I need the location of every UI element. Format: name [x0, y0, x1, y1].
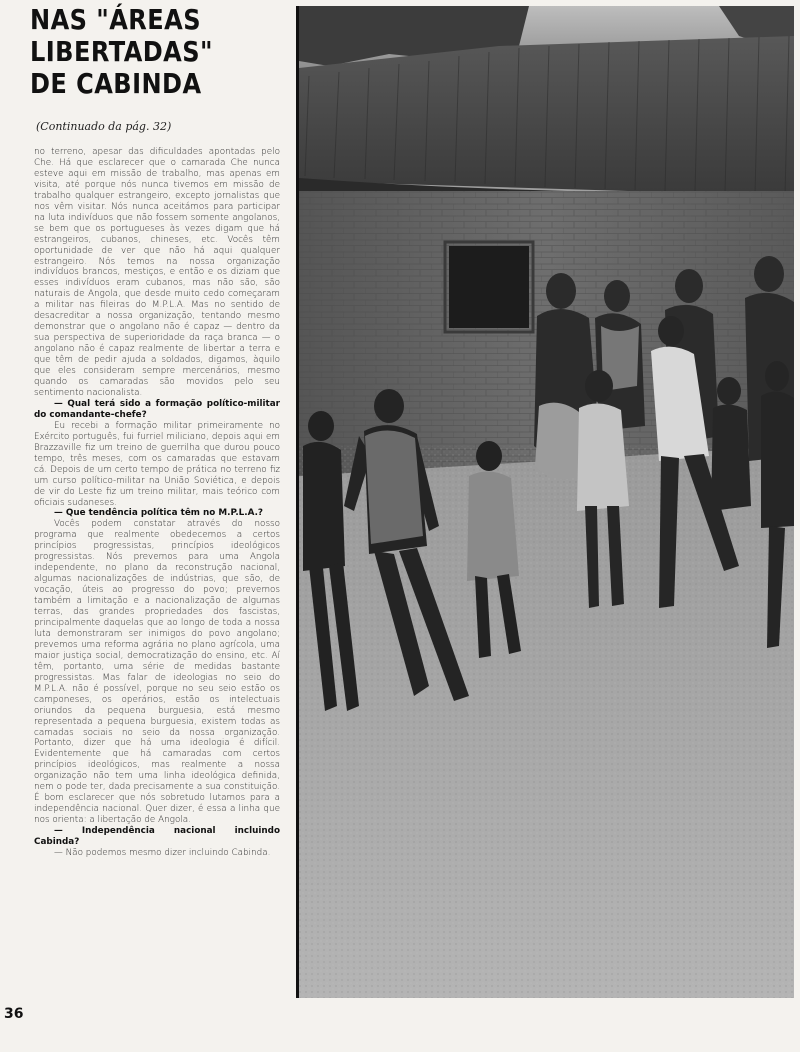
interview-question: — Que tendência política têm no M.P.L.A.? — [54, 508, 264, 519]
article-body-column — [34, 147, 280, 997]
article-headline — [30, 4, 254, 100]
village-photograph — [299, 6, 794, 998]
body-paragraph: Vocês podem constatar através do nosso programa que realmente obedecemos a certos princípios progressistas, princípios ideológicos progressistas. Nós prevemos para uma Angola independente, no plano da reconstrução nacional, algumas nacionalizações de indústrias, que são, de vocação, úteis ao progresso do povo; prevemos também a limitação e a nacionalização de algumas terras, das grandes propriedades dos fascistas, principalmente daquelas que ao longo de toda a nossa luta demonstraram ser inimigos do povo angolano; prevemos uma reforma agrária no plano agrícola, uma maior justiça social, democratização do ensino, etc. Aí têm, portanto, uma série de medidas bastante progressistas. Mas falar de ideologias no seio do M.P.L.A. não é possível, porque no seu seio estão os camponeses, os operários, estão os intelectuais oriundos da pequena burguesia, está mesmo representada a pequena burguesia, existem todas as camadas sociais no seio da nossa organização. Portanto, dizer que há uma ideologia é difícil. Evidentemente que há camaradas com certos princípios ideológicos, mas realmente a nossa organização não tem uma linha ideológica definida, nem o pode ter, dada precisamente a sua constituição. É bom esclarecer que nós sobretudo lutamos para a independência nacional. Quer dizer, é essa a linha que nos orienta: a libertação de Angola. — [34, 519, 280, 826]
interview-question: — Qual terá sido a formação político-militar do comandante-chefe? — [34, 398, 280, 420]
continued-note: (Continuado da pág. 32) — [36, 120, 172, 133]
headline-line-3: DE CABINDA — [30, 67, 202, 100]
headline-line-2: LIBERTADAS" — [30, 35, 214, 68]
body-paragraph: Eu recebi a formação militar primeiramente no Exército português, fui furriel miliciano, depois aqui em Brazzaville fiz um treino de guerrilha que durou pouco tempo, três meses, com os camaradas que estavam cá. Depois de um certo tempo de prática no terreno fiz um curso político-militar na União Soviética, e depois de vir do Leste fiz um treino militar, mais teórico com oficiais sudaneses. — [34, 420, 280, 508]
interview-question: — Independência nacional incluindo Cabinda? — [34, 826, 280, 848]
photo-illustration — [299, 6, 794, 998]
headline-line-1: NAS "ÁREAS — [30, 3, 201, 36]
page-number: 36 — [4, 1006, 24, 1022]
body-paragraph: no terreno, apesar das dificuldades apontadas pelo Che. Há que esclarecer que o camarada Che nunca esteve aqui em missão de trabalho, mas apenas em visita, até porque nós nunca tivemos em missão de trabalho qualquer estrangeiro, excepto jornalistas que nos vêm visitar. Nós nunca aceitámos para participar na luta indivíduos que não fossem somente angolanos, se bem que os portugueses às vezes digam que há estrangeiros, cubanos, chineses, etc. Vocês têm oportunidade de ver que não há aqui qualquer estrangeiro. Nós temos na nossa organização indivíduos brancos, mestiços, e então e os diziam que esses indivíduos eram cubanos, mas não são, são naturais de Angola, que desde muito cedo começaram a militar nas fileiras do M.P.L.A. Mas no sentido de desacreditar a nossa organização, tentando mesmo demonstrar que o angolano não é capaz — dentro da sua perspectiva de superioridade da raça branca — o angolano não é capaz realmente de libertar a terra e que têm de pedir ajuda a soldados, digamos, àquilo que eles consideram sempre mercenários, mesmo quando os camaradas são movidos pelo seu sentimento nacionalista. — [34, 147, 280, 398]
body-paragraph: — Não podemos mesmo dizer incluindo Cabinda. — [54, 848, 271, 858]
